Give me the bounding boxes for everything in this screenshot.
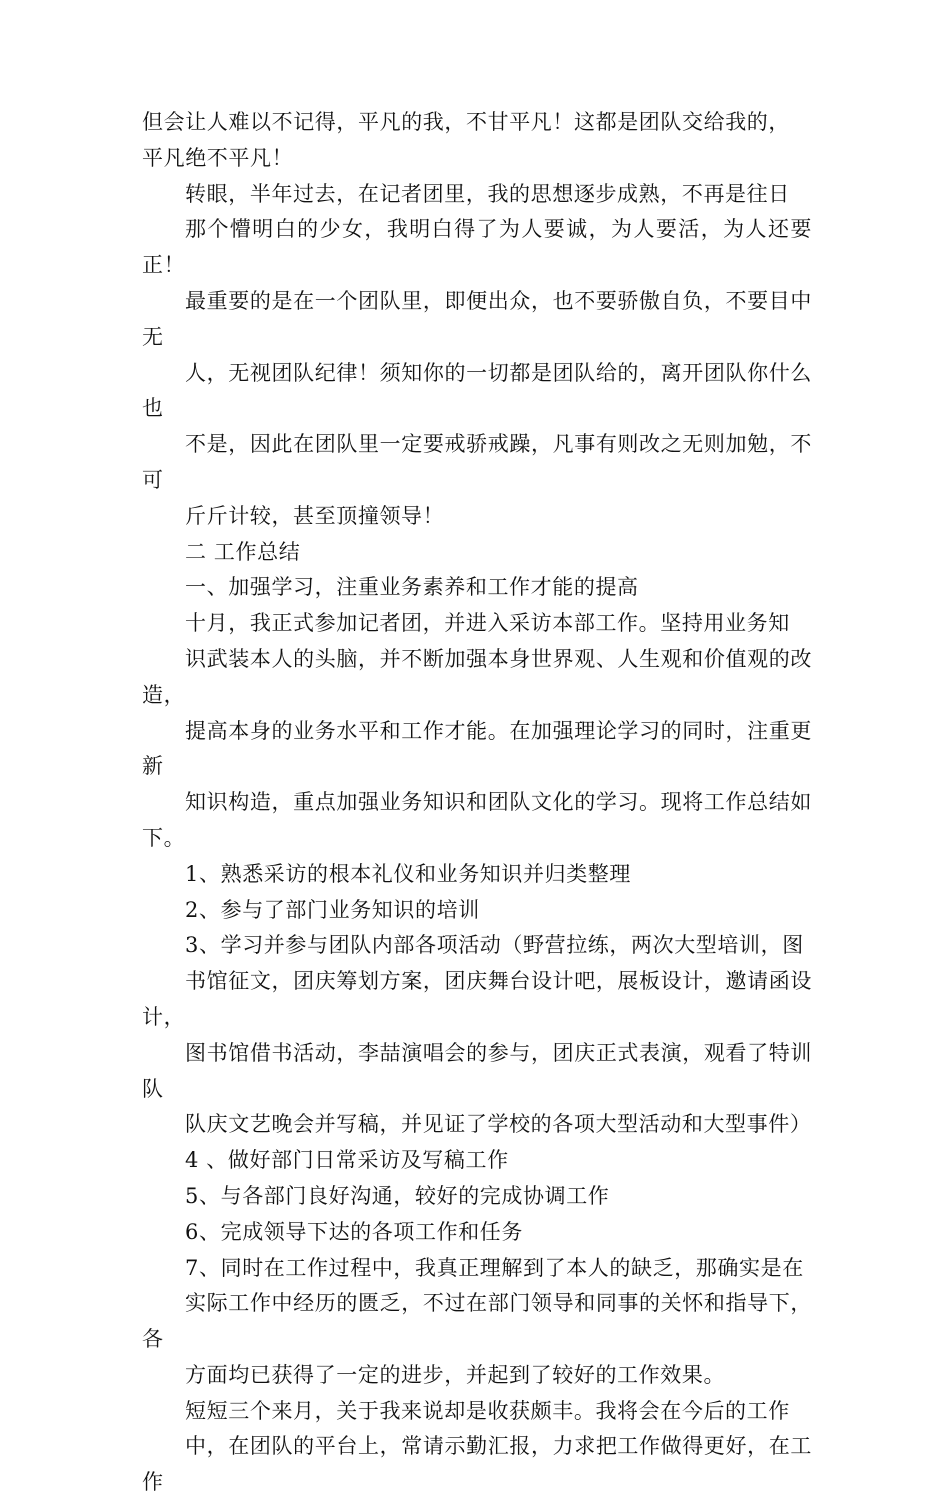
text-line: 1、熟悉采访的根本礼仪和业务知识并归类整理	[185, 861, 632, 886]
list-item	[142, 857, 812, 893]
list-item	[142, 893, 812, 929]
text-line: 3、学习并参与团队内部各项活动（野营拉练，两次大型培训，图	[185, 933, 804, 958]
text-line: 不是，因此在团队里一定要戒骄戒躁，凡事有则改之无则加勉，不可	[142, 432, 812, 492]
text-line: 6、完成领导下达的各项工作和任务	[185, 1219, 524, 1244]
text-line: 二 工作总结	[185, 539, 301, 564]
text-line: 一、加强学习，注重业务素养和工作才能的提高	[185, 575, 639, 600]
list-item	[142, 1251, 812, 1394]
paragraph-continuation	[142, 105, 812, 177]
text-line: 十月，我正式参加记者团，并进入采访本部工作。坚持用业务知	[185, 611, 790, 636]
text-line: 队庆文艺晚会并写稿，并见证了学校的各项大型活动和大型事件）	[185, 1112, 812, 1137]
text-line: 图书馆借书活动，李喆演唱会的参与，团庆正式表演，观看了特训队	[142, 1040, 812, 1101]
text-line: 但会让人难以不记得，平凡的我，不甘平凡！这都是团队交给我的，	[142, 110, 790, 134]
list-item	[142, 1179, 812, 1215]
text-line: 实际工作中经历的匮乏，不过在部门领导和同事的关怀和指导下，各	[142, 1291, 812, 1352]
section-heading	[142, 535, 812, 571]
text-line: 方面均已获得了一定的进步，并起到了较好的工作效果。	[185, 1362, 726, 1387]
text-line: 短短三个来月，关于我来说却是收获颇丰。我将会在今后的工作	[185, 1398, 790, 1423]
text-line: 那个懵明白的少女，我明白得了为人要诚，为人要活，为人还要正！	[142, 217, 812, 278]
text-line: 知识构造，重点加强业务知识和团队文化的学习。现将工作总结如下。	[142, 790, 812, 850]
text-line: 识武装本人的头脑，并不断加强本身世界观、人生观和价值观的改造，	[142, 646, 812, 707]
text-line: 2、参与了部门业务知识的培训	[185, 897, 480, 922]
list-item	[142, 928, 812, 1143]
section-subheading	[142, 570, 812, 606]
text-line: 最重要的是在一个团队里，即便出众，也不要骄傲自负，不要目中无	[142, 288, 812, 349]
text-line: 中，在团队的平台上，常请示勤汇报，力求把工作做得更好，在工作	[142, 1434, 812, 1495]
list-item	[142, 1215, 812, 1251]
text-line: 斤斤计较，甚至顶撞领导！	[185, 503, 445, 528]
text-line: 平凡绝不平凡！	[142, 145, 294, 170]
paragraph-reflection	[142, 177, 812, 535]
paragraph-closing	[142, 1394, 812, 1501]
paragraph-work-intro	[142, 606, 812, 857]
document-body	[142, 105, 812, 1501]
list-item	[142, 1143, 812, 1179]
text-line: 4 、做好部门日常采访及写稿工作	[185, 1148, 509, 1173]
text-line: 5、与各部门良好沟通，较好的完成协调工作	[185, 1183, 610, 1208]
text-line: 书馆征文，团庆筹划方案，团庆舞台设计吧，展板设计，邀请函设计，	[142, 969, 812, 1029]
text-line: 提高本身的业务水平和工作才能。在加强理论学习的同时，注重更新	[142, 718, 812, 779]
text-line: 7、同时在工作过程中，我真正理解到了本人的缺乏，那确实是在	[185, 1255, 804, 1280]
text-line: 转眼，半年过去，在记者团里，我的思想逐步成熟，不再是往日	[185, 181, 790, 206]
text-line: 人，无视团队纪律！须知你的一切都是团队给的，离开团队你什么也	[142, 360, 812, 421]
